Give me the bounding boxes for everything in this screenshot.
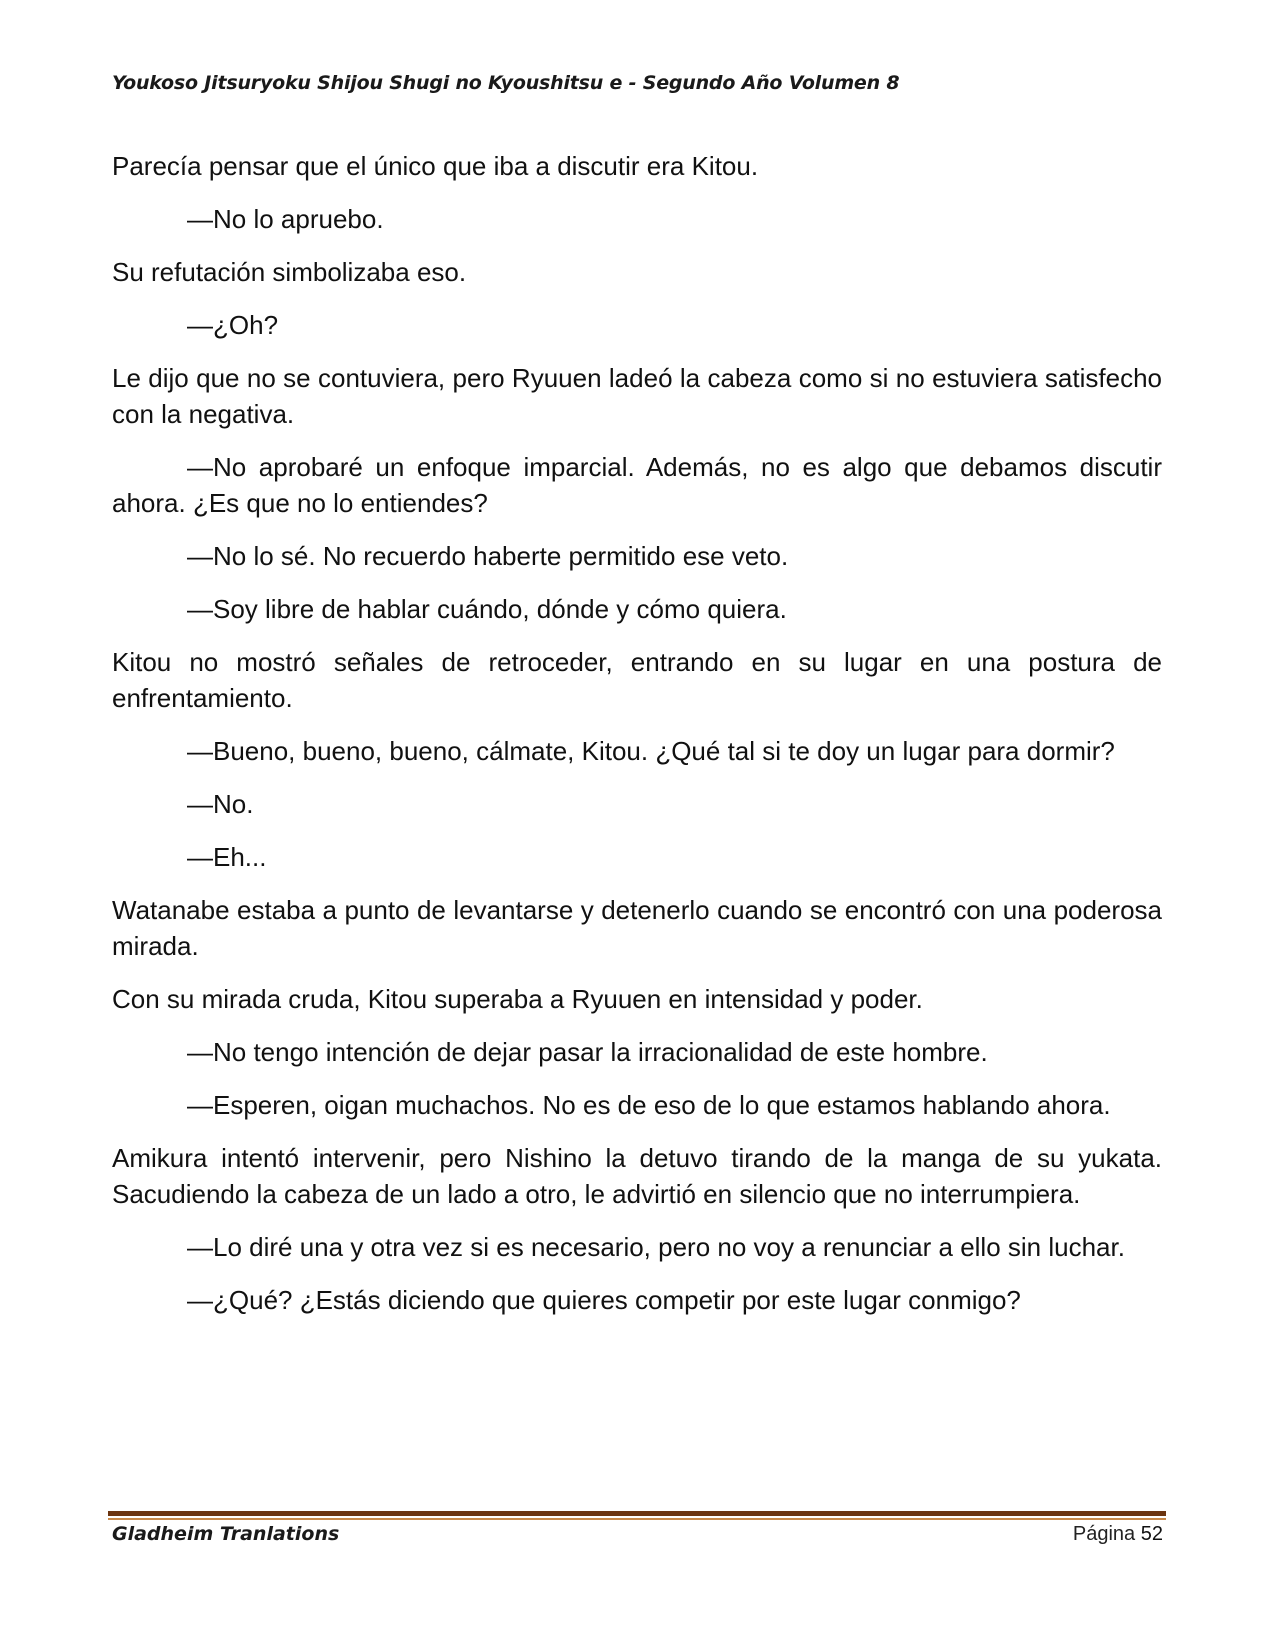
paragraph: Amikura intentó intervenir, pero Nishino la detuvo tirando de la manga de su yukata. Sacudiendo la cabeza de un lado a otro, le advirtió en silencio que no interrumpiera.	[112, 1143, 1162, 1209]
dialogue-line: —No lo sé. No recuerdo haberte permitido ese veto.	[187, 541, 789, 571]
paragraph: Kitou no mostró señales de retroceder, entrando en su lugar en una postura de enfrentamiento.	[112, 647, 1162, 713]
paragraph: Parecía pensar que el único que iba a discutir era Kitou.	[112, 151, 759, 181]
dialogue-line: —¿Oh?	[187, 310, 279, 340]
page-label: Página	[1072, 1523, 1136, 1545]
paragraph: Con su mirada cruda, Kitou superaba a Ryuuen en intensidad y poder.	[112, 984, 923, 1014]
page-body	[112, 148, 1162, 1335]
dialogue-line: —¿Qué? ¿Estás diciendo que quieres competir por este lugar conmigo?	[187, 1285, 1021, 1315]
dialogue-line: —Bueno, bueno, bueno, cálmate, Kitou. ¿Qué tal si te doy un lugar para dormir?	[187, 736, 1115, 766]
dialogue-line: —No lo apruebo.	[187, 204, 384, 234]
dialogue-line: —No aprobaré un enfoque imparcial. Además, no es algo que debamos discutir ahora. ¿Es que no lo entiendes?	[112, 452, 1162, 518]
dialogue-line: —Soy libre de hablar cuándo, dónde y cómo quiera.	[187, 594, 787, 624]
dialogue-line: —Lo diré una y otra vez si es necesario, pero no voy a renunciar a ello sin luchar.	[187, 1232, 1125, 1262]
footer-divider	[108, 1511, 1166, 1520]
page-number: 52	[1140, 1523, 1163, 1545]
dialogue-line: —No tengo intención de dejar pasar la irracionalidad de este hombre.	[187, 1037, 988, 1067]
paragraph: Le dijo que no se contuviera, pero Ryuuen ladeó la cabeza como si no estuviera satisfecho con la negativa.	[112, 363, 1162, 429]
dialogue-line: —Esperen, oigan muchachos. No es de eso de lo que estamos hablando ahora.	[187, 1090, 1111, 1120]
paragraph: Watanabe estaba a punto de levantarse y detenerlo cuando se encontró con una poderosa mirada.	[112, 895, 1162, 961]
footer-publisher: Gladheim Tranlations	[112, 1523, 340, 1545]
dialogue-line: —Eh...	[187, 842, 267, 872]
dialogue-line: —No.	[187, 789, 254, 819]
paragraph: Su refutación simbolizaba eso.	[112, 257, 467, 287]
page-number-block	[1073, 1523, 1163, 1546]
running-header: Youkoso Jitsuryoku Shijou Shugi no Kyoushitsu e - Segundo Año Volumen 8	[112, 72, 900, 94]
